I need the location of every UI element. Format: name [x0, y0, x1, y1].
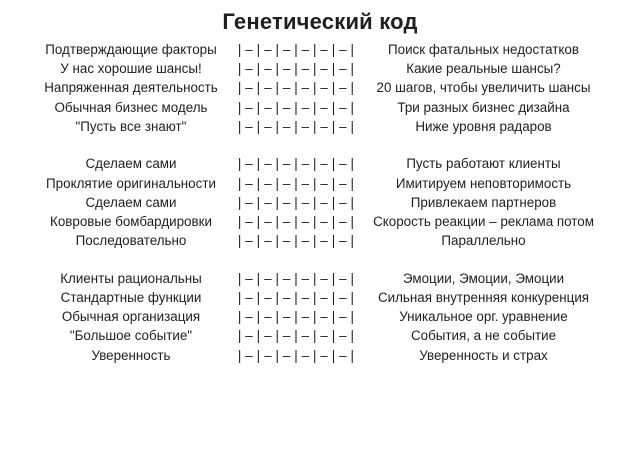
scale-row [0, 154, 640, 173]
scale-row [0, 269, 640, 288]
right-statement: Привлекаем партнеров [410, 194, 557, 210]
left-statement: "Большое событие" [69, 328, 193, 344]
scale-row [0, 326, 640, 345]
left-statement: Стандартные функции [60, 290, 202, 306]
scale-row [0, 98, 640, 117]
left-statement: Напряженная деятельность [44, 80, 218, 96]
scale-row [0, 40, 640, 59]
scale-row [0, 231, 640, 250]
right-statement: Какие реальные шансы? [406, 61, 561, 77]
left-statement: Последовательно [75, 233, 187, 249]
scale-row [0, 78, 640, 97]
rating-scale: | – | – | – | – | – | – | [237, 99, 355, 115]
comparison-grid [0, 40, 640, 383]
left-statement: Клиенты рациональны [60, 270, 202, 286]
rating-scale: | – | – | – | – | – | – | [237, 118, 355, 134]
right-statement: Параллельно [441, 233, 526, 249]
left-statement: Обычная организация [61, 309, 201, 325]
scale-row [0, 346, 640, 365]
scale-row [0, 212, 640, 231]
rating-scale: | – | – | – | – | – | – | [237, 270, 355, 286]
right-statement: Имитируем неповторимость [395, 175, 572, 191]
scale-row [0, 174, 640, 193]
right-statement: 20 шагов, чтобы увеличить шансы [376, 80, 591, 96]
rating-scale: | – | – | – | – | – | – | [237, 175, 355, 191]
rating-scale: | – | – | – | – | – | – | [237, 233, 355, 249]
left-statement: Сделаем сами [85, 194, 177, 210]
scale-row [0, 307, 640, 326]
rating-scale: | – | – | – | – | – | – | [237, 309, 355, 325]
rating-scale: | – | – | – | – | – | – | [237, 290, 355, 306]
right-statement: Три разных бизнес дизайна [397, 99, 570, 115]
right-statement: Скорость реакции – реклама потом [373, 214, 594, 229]
rating-scale: | – | – | – | – | – | – | [237, 347, 355, 363]
left-statement: У нас хорошие шансы! [60, 61, 202, 77]
left-statement: Проклятие оригинальности [46, 175, 216, 191]
right-statement: Уверенность и страх [419, 347, 548, 363]
left-statement: Подтверждающие факторы [45, 42, 217, 57]
rating-scale: | – | – | – | – | – | – | [237, 80, 355, 96]
right-statement: Пусть работают клиенты [406, 156, 561, 172]
section-group [0, 154, 640, 250]
right-statement: Поиск фатальных недостатков [388, 42, 579, 57]
left-statement: Обычная бизнес модель [54, 99, 208, 115]
left-statement: Сделаем сами [85, 156, 177, 172]
right-statement: События, а не событие [410, 328, 557, 344]
rating-scale: | – | – | – | – | – | – | [237, 61, 355, 77]
section-group [0, 269, 640, 365]
rating-scale: | – | – | – | – | – | – | [237, 214, 355, 229]
scale-row [0, 59, 640, 78]
rating-scale: | – | – | – | – | – | – | [237, 194, 355, 210]
right-statement: Эмоции, Эмоции, Эмоции [402, 270, 565, 286]
scale-row [0, 288, 640, 307]
left-statement: Уверенность [91, 347, 171, 363]
section-group [0, 40, 640, 136]
scale-row [0, 193, 640, 212]
rating-scale: | – | – | – | – | – | – | [237, 328, 355, 344]
page-title: Генетический код [222, 9, 418, 34]
left-statement: "Пусть все знают" [75, 118, 187, 134]
scale-row [0, 117, 640, 136]
right-statement: Ниже уровня радаров [415, 118, 552, 134]
right-statement: Сильная внутренняя конкуренция [377, 290, 590, 306]
rating-scale: | – | – | – | – | – | – | [237, 42, 355, 57]
right-statement: Уникальное орг. уравнение [399, 309, 568, 325]
rating-scale: | – | – | – | – | – | – | [237, 156, 355, 172]
left-statement: Ковровые бомбардировки [50, 214, 212, 229]
